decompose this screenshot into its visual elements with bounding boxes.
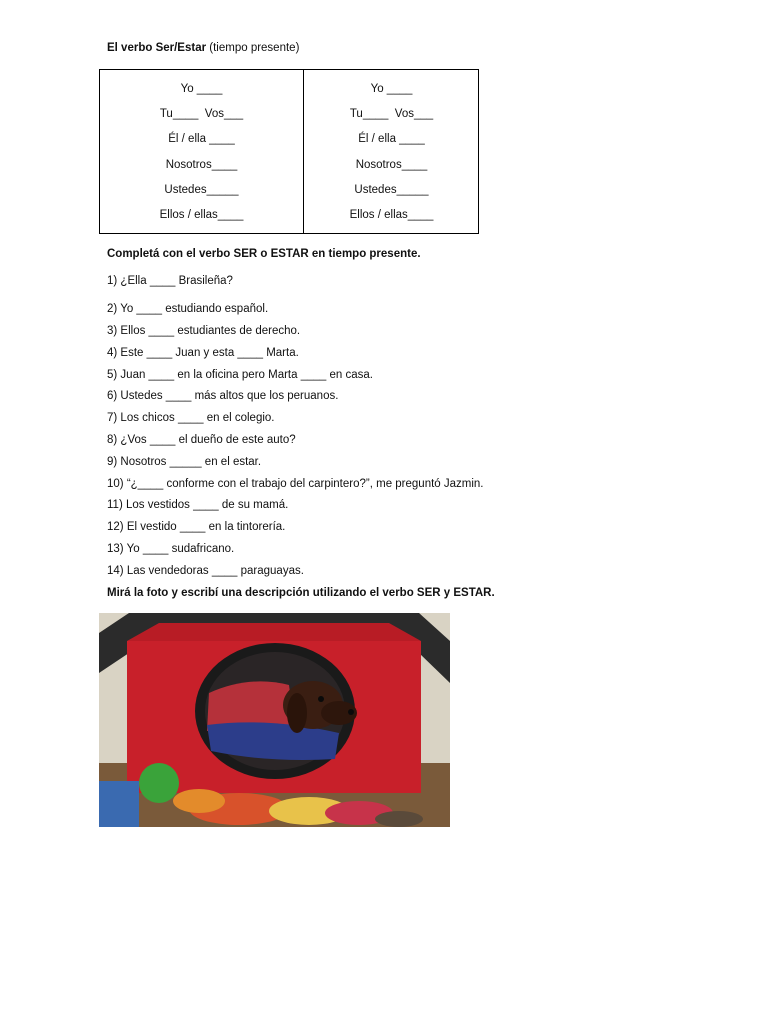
exercise-item: 13) Yo ____ sudafricano. bbox=[107, 543, 235, 555]
conj-row: Yo ____ bbox=[180, 83, 223, 95]
exercise-item: 11) Los vestidos ____ de su mamá. bbox=[107, 499, 289, 511]
conj-row: Él / ella ____ bbox=[358, 133, 425, 146]
worksheet-title bbox=[107, 42, 299, 54]
instruction-complete: Completá con el verbo SER o ESTAR en tiempo presente. bbox=[107, 248, 421, 260]
conj-row: Él / ella ____ bbox=[168, 133, 235, 146]
exercise-item: 9) Nosotros _____ en el estar. bbox=[107, 456, 262, 468]
exercise-item: 3) Ellos ____ estudiantes de derecho. bbox=[107, 325, 301, 337]
exercise-item: 5) Juan ____ en la oficina pero Marta ____ en casa. bbox=[107, 369, 373, 381]
exercise-item: 14) Las vendedoras ____ paraguayas. bbox=[107, 565, 304, 577]
exercise-item: 7) Los chicos ____ en el colegio. bbox=[107, 412, 275, 424]
exercise-item: 12) El vestido ____ en la tintorería. bbox=[107, 521, 286, 533]
conj-row: Ustedes_____ bbox=[354, 183, 429, 196]
conj-row: Nosotros____ bbox=[355, 158, 428, 171]
exercise-item: 10) “¿____ conforme con el trabajo del carpintero?”, me preguntó Jazmin. bbox=[107, 478, 484, 490]
conj-row: Ellos / ellas____ bbox=[349, 208, 434, 221]
conj-row: Tu____ Vos___ bbox=[349, 108, 434, 121]
exercise-item: 4) Este ____ Juan y esta ____ Marta. bbox=[107, 347, 299, 359]
conjugation-table bbox=[99, 69, 479, 234]
exercise-item: 1) ¿Ella ____ Brasileña? bbox=[107, 275, 233, 287]
conj-row: Nosotros____ bbox=[165, 158, 238, 171]
dog-photo bbox=[99, 613, 450, 827]
conj-row: Ustedes_____ bbox=[164, 183, 239, 196]
conjugation-column-estar bbox=[304, 70, 479, 233]
title-rest: (tiempo presente) bbox=[206, 42, 300, 54]
instruction-photo: Mirá la foto y escribí una descripción utilizando el verbo SER y ESTAR. bbox=[107, 587, 495, 599]
exercise-item: 6) Ustedes ____ más altos que los peruanos. bbox=[107, 390, 339, 402]
conj-row: Yo ____ bbox=[370, 83, 413, 95]
conj-row: Ellos / ellas____ bbox=[159, 208, 244, 221]
title-bold: El verbo Ser/Estar bbox=[107, 42, 207, 54]
exercise-item: 2) Yo ____ estudiando español. bbox=[107, 303, 269, 315]
exercise-item: 8) ¿Vos ____ el dueño de este auto? bbox=[107, 434, 296, 446]
conj-row: Tu____ Vos___ bbox=[159, 108, 244, 121]
conjugation-column-ser bbox=[100, 70, 304, 233]
